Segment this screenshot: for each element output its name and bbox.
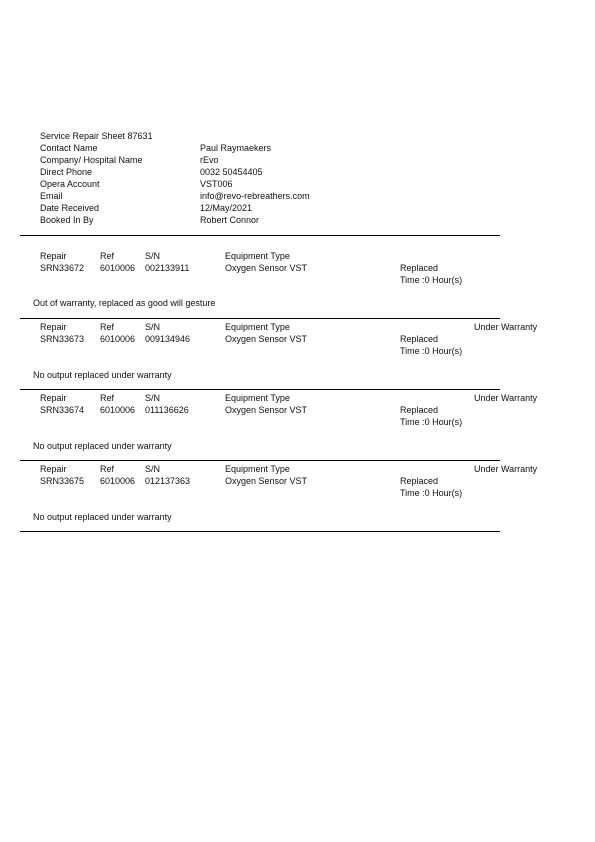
repair-time: Time :0 Hour(s) [400, 488, 463, 498]
field-label: Date Received [40, 203, 100, 213]
field-value: Paul Raymaekers [200, 143, 272, 153]
warranty-status: Under Warranty [474, 464, 538, 474]
repair-number: SRN33675 [40, 476, 85, 486]
repair-status: Replaced [400, 334, 439, 344]
equipment-type: Oxygen Sensor VST [225, 476, 308, 486]
divider [20, 460, 500, 461]
col-repair-header: Repair [40, 251, 67, 261]
field-label: Contact Name [40, 143, 98, 153]
repair-block [0, 392, 595, 464]
field-label: Booked In By [40, 215, 94, 225]
ref-number: 6010006 [100, 334, 136, 344]
col-sn-header: S/N [145, 464, 161, 474]
serial-number: 012137363 [145, 476, 191, 486]
col-equipment-header: Equipment Type [225, 322, 290, 332]
divider [20, 318, 500, 319]
equipment-type: Oxygen Sensor VST [225, 405, 308, 415]
repair-time: Time :0 Hour(s) [400, 275, 463, 285]
col-equipment-header: Equipment Type [225, 393, 290, 403]
equipment-type: Oxygen Sensor VST [225, 263, 308, 273]
col-repair-header: Repair [40, 464, 67, 474]
ref-number: 6010006 [100, 263, 136, 273]
field-label: Direct Phone [40, 167, 93, 177]
col-equipment-header: Equipment Type [225, 251, 290, 261]
serial-number: 009134946 [145, 334, 191, 344]
serial-number: 011136626 [145, 405, 189, 415]
repair-block [0, 463, 595, 535]
col-sn-header: S/N [145, 251, 161, 261]
field-label: Opera Account [40, 179, 100, 189]
repair-note: No output replaced under warranty [33, 512, 172, 522]
repair-block [0, 321, 595, 393]
field-label: Company/ Hospital Name [40, 155, 143, 165]
col-repair-header: Repair [40, 322, 67, 332]
repair-block [0, 250, 595, 322]
field-value: Robert Connor [200, 215, 260, 225]
col-ref-header: Ref [100, 251, 115, 261]
repair-number: SRN33673 [40, 334, 85, 344]
repair-note: Out of warranty, replaced as good will gesture [33, 298, 216, 308]
divider [20, 235, 500, 236]
col-ref-header: Ref [100, 464, 115, 474]
serial-number: 002133911 [145, 263, 190, 273]
repair-status: Replaced [400, 263, 439, 273]
warranty-status: Under Warranty [474, 393, 538, 403]
field-value: VST006 [200, 179, 233, 189]
col-equipment-header: Equipment Type [225, 464, 290, 474]
col-sn-header: S/N [145, 393, 161, 403]
repair-note: No output replaced under warranty [33, 441, 172, 451]
divider [20, 531, 500, 532]
repair-number: SRN33674 [40, 405, 85, 415]
field-value: 12/May/2021 [200, 203, 253, 213]
equipment-type: Oxygen Sensor VST [225, 334, 308, 344]
divider [20, 389, 500, 390]
repair-status: Replaced [400, 476, 439, 486]
col-sn-header: S/N [145, 322, 161, 332]
col-repair-header: Repair [40, 393, 67, 403]
field-value: rEvo [200, 155, 219, 165]
col-ref-header: Ref [100, 322, 115, 332]
repair-time: Time :0 Hour(s) [400, 346, 463, 356]
field-value: info@revo-rebreathers.com [200, 191, 310, 201]
col-ref-header: Ref [100, 393, 115, 403]
repair-status: Replaced [400, 405, 439, 415]
sheet-title-text: Service Repair Sheet 87631 [40, 131, 153, 141]
warranty-status: Under Warranty [474, 322, 538, 332]
field-label: Email [40, 191, 63, 201]
ref-number: 6010006 [100, 405, 136, 415]
field-value: 0032 50454405 [200, 167, 263, 177]
ref-number: 6010006 [100, 476, 136, 486]
repair-time: Time :0 Hour(s) [400, 417, 463, 427]
repair-number: SRN33672 [40, 263, 85, 273]
repair-note: No output replaced under warranty [33, 370, 172, 380]
